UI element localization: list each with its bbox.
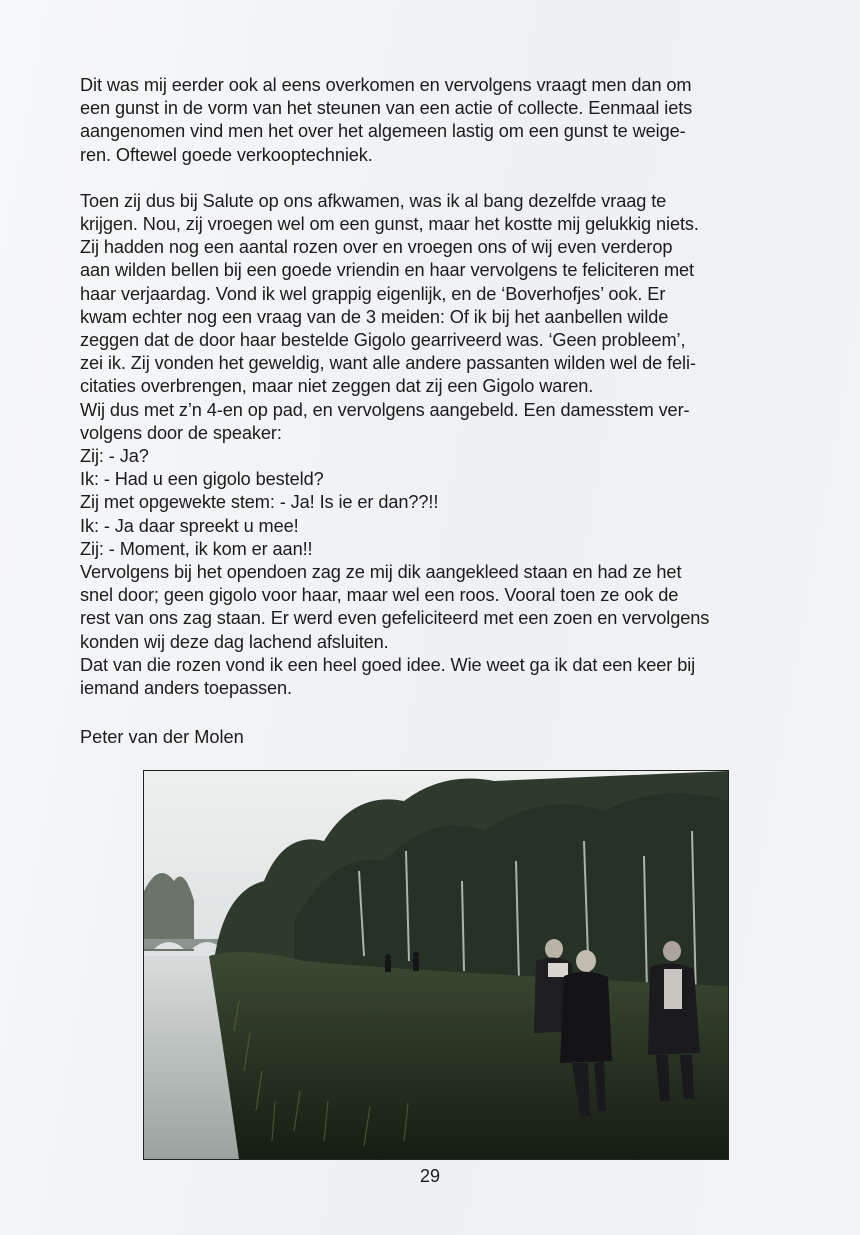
author-signature: Peter van der Molen (80, 727, 244, 747)
text-line: Dat van die rozen vond ik een heel goed idee. Wie weet ga ik dat een keer bij (80, 654, 696, 675)
article-body (80, 74, 800, 700)
canal-walk-photo (143, 770, 729, 1160)
text-line: krijgen. Nou, zij vroegen wel om een gunst, maar het kostte mij gelukkig niets. (80, 214, 699, 235)
text-line: Zij hadden nog een aantal rozen over en vroegen ons of wij even verderop (80, 237, 673, 258)
text-line: een gunst in de vorm van het steunen van een actie of collecte. Eenmaal iets (80, 98, 693, 119)
paragraph-gap (80, 167, 800, 190)
text-line: rest van ons zag staan. Er werd even gefeliciteerd met een zoen en vervolgens (80, 608, 710, 629)
dialogue-line: Ik: - Had u een gigolo besteld? (80, 469, 324, 490)
text-line: ren. Oftewel goede verkooptechniek. (80, 144, 373, 165)
text-line: Toen zij dus bij Salute op ons afkwamen, was ik al bang dezelfde vraag te (80, 190, 667, 211)
dialogue-line: Zij: - Ja? (80, 446, 149, 467)
text-line: iemand anders toepassen. (80, 678, 292, 699)
page-number: 29 (419, 1166, 441, 1186)
text-line: konden wij deze dag lachend afsluiten. (80, 631, 389, 652)
text-line: Vervolgens bij het opendoen zag ze mij dik aangekleed staan en had ze het (80, 562, 682, 583)
text-line: Wij dus met z’n 4-en op pad, en vervolgens aangebeld. Een damesstem ver- (80, 399, 690, 420)
paragraph-2 (80, 190, 800, 700)
dialogue-line: Zij: - Moment, ik kom er aan!! (80, 538, 313, 559)
text-line: citaties overbrengen, maar niet zeggen dat zij een Gigolo waren. (80, 376, 594, 397)
text-line: kwam echter nog een vraag van de 3 meiden: Of ik bij het aanbellen wilde (80, 306, 669, 327)
text-line: haar verjaardag. Vond ik wel grappig eigenlijk, en de ‘Boverhofjes’ ook. Er (80, 283, 666, 304)
dialogue-line: Ik: - Ja daar spreekt u mee! (80, 515, 299, 536)
text-line: aan wilden bellen bij een goede vriendin en haar vervolgens te feliciteren met (80, 260, 695, 281)
text-line: aangenomen vind men het over het algemeen lastig om een gunst te weige- (80, 121, 686, 142)
text-line: Dit was mij eerder ook al eens overkomen en vervolgens vraagt men dan om (80, 75, 692, 95)
text-line: zei ik. Zij vonden het geweldig, want alle andere passanten wilden wel de feli- (80, 353, 696, 374)
text-line: zeggen dat de door haar bestelde Gigolo gearriveerd was. ‘Geen probleem’, (80, 330, 686, 351)
text-line: snel door; geen gigolo voor haar, maar wel een roos. Vooral toen ze ook de (80, 585, 679, 606)
dialogue-line: Zij met opgewekte stem: - Ja! Is ie er dan??!! (80, 492, 439, 513)
text-line: volgens door de speaker: (80, 422, 282, 443)
paragraph-1 (80, 74, 800, 167)
